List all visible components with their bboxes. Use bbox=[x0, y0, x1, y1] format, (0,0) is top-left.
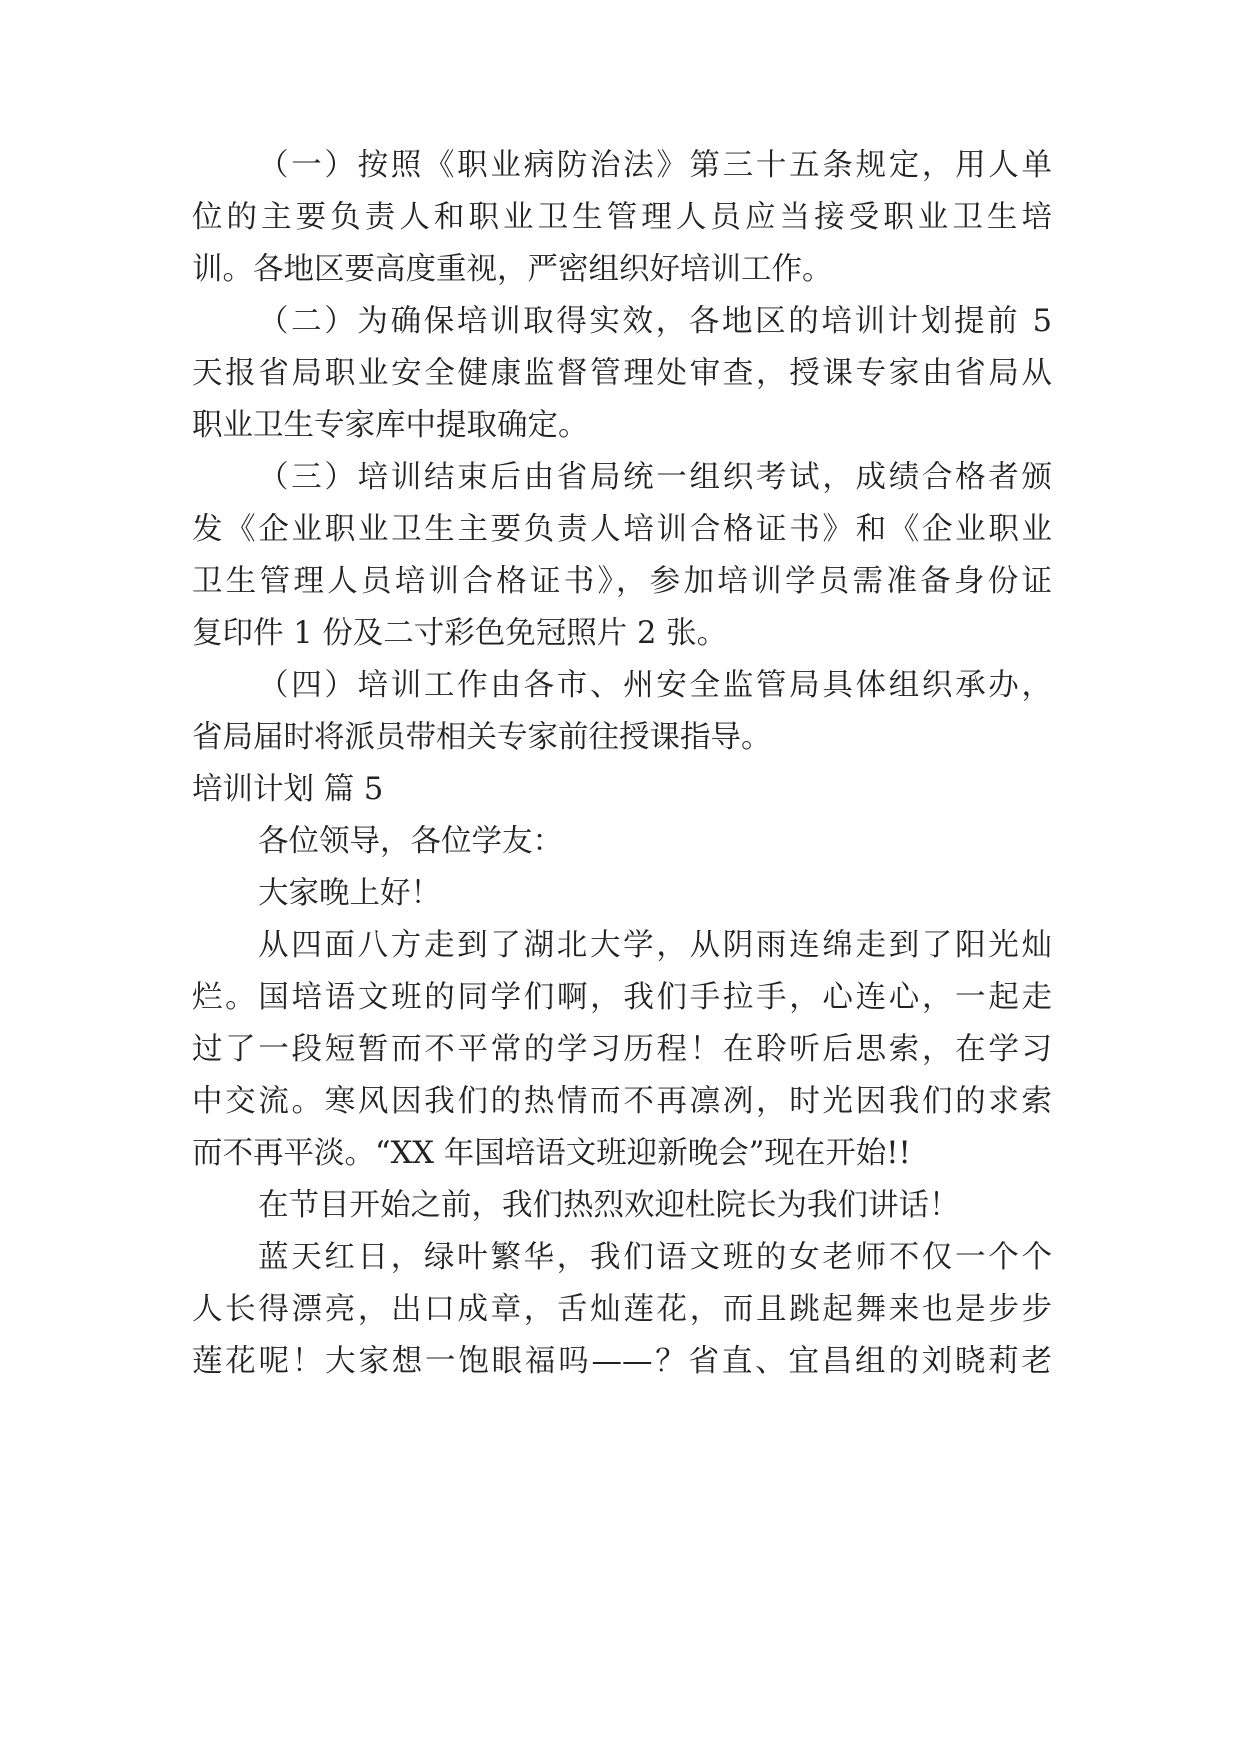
text-line: 从四面八方走到了湖北大学，从阴雨连绵走到了阳光灿 bbox=[258, 928, 1052, 963]
text-line: 人长得漂亮，出口成章，舌灿莲花，而且跳起舞来也是步步 bbox=[192, 1292, 1052, 1327]
text-line: （二）为确保培训取得实效，各地区的培训计划提前 5 bbox=[258, 304, 1052, 339]
text-line: （四）培训工作由各市、州安全监管局具体组织承办， bbox=[258, 668, 1052, 703]
text-line: 各位领导，各位学友： bbox=[258, 824, 563, 859]
text-line: 中交流。寒风因我们的热情而不再凛冽，时光因我们的求索 bbox=[192, 1084, 1052, 1119]
text-line: 烂。国培语文班的同学们啊，我们手拉手，心连心，一起走 bbox=[192, 980, 1052, 1015]
text-line: 莲花呢！大家想一饱眼福吗——？省直、宜昌组的刘晓莉老 bbox=[192, 1344, 1052, 1379]
text-line: 在节目开始之前，我们热烈欢迎杜院长为我们讲话！ bbox=[258, 1188, 960, 1223]
text-line: 训。各地区要高度重视，严密组织好培训工作。 bbox=[192, 252, 833, 287]
text-line: （一）按照《职业病防治法》第三十五条规定，用人单 bbox=[258, 148, 1052, 183]
section-heading: 培训计划 篇 5 bbox=[192, 772, 384, 807]
text-line: 天报省局职业安全健康监督管理处审查，授课专家由省局从 bbox=[192, 356, 1052, 391]
text-line: 职业卫生专家库中提取确定。 bbox=[192, 408, 589, 443]
text-line: 省局届时将派员带相关专家前往授课指导。 bbox=[192, 720, 772, 755]
text-line: 过了一段短暂而不平常的学习历程！在聆听后思索，在学习 bbox=[192, 1032, 1052, 1067]
text-line: 大家晚上好！ bbox=[258, 876, 441, 911]
text-line: 卫生管理人员培训合格证书》，参加培训学员需准备身份证 bbox=[192, 564, 1052, 599]
text-line: （三）培训结束后由省局统一组织考试，成绩合格者颁 bbox=[258, 460, 1052, 495]
text-line: 复印件 1 份及二寸彩色免冠照片 2 张。 bbox=[192, 616, 728, 651]
text-line: 而不再平淡。“XX 年国培语文班迎新晚会”现在开始!! bbox=[192, 1136, 911, 1171]
text-line: 发《企业职业卫生主要负责人培训合格证书》和《企业职业 bbox=[192, 512, 1052, 547]
text-line: 位的主要负责人和职业卫生管理人员应当接受职业卫生培 bbox=[192, 200, 1052, 235]
text-line: 蓝天红日，绿叶繁华，我们语文班的女老师不仅一个个 bbox=[258, 1240, 1052, 1275]
